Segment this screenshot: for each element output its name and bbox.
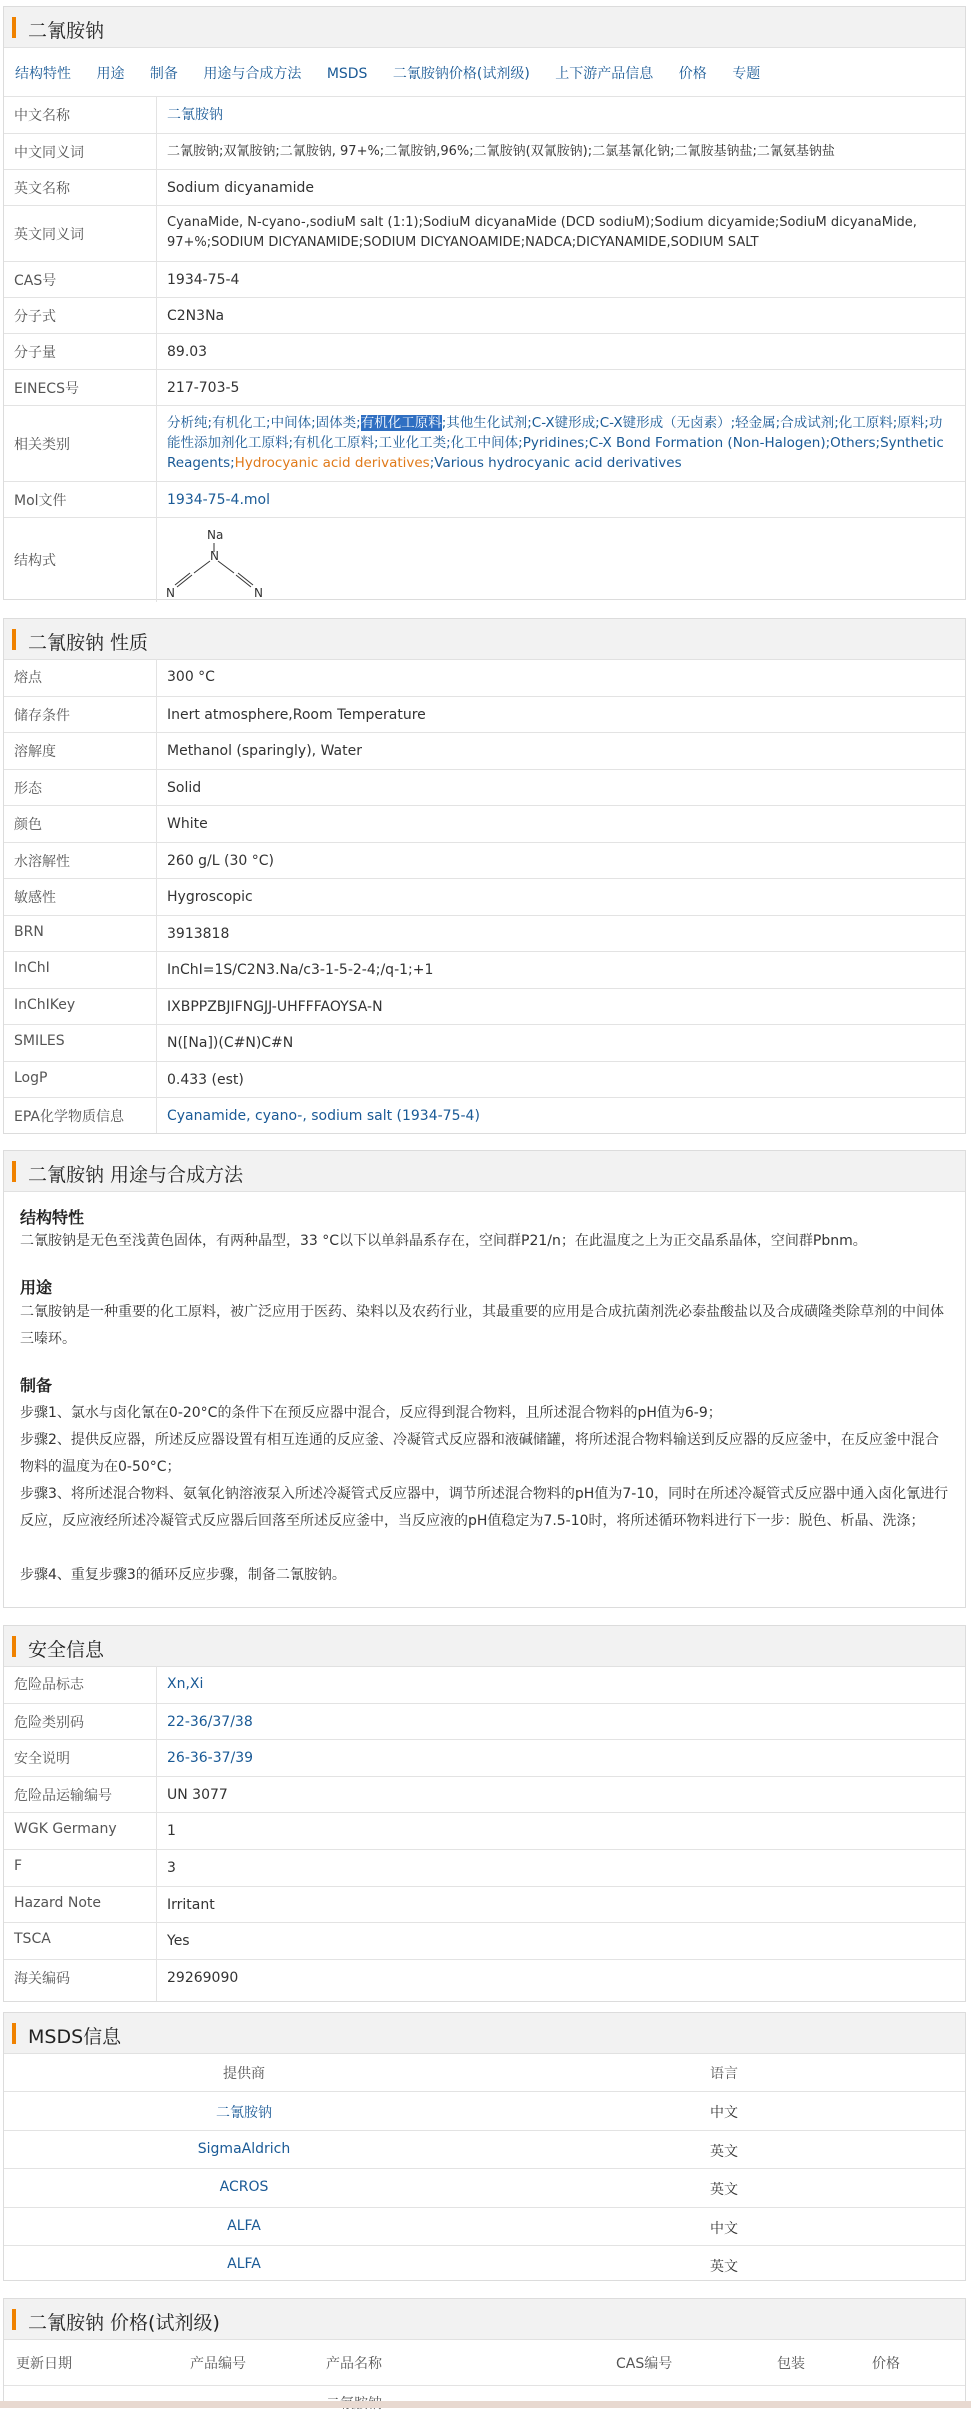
section-header	[4, 619, 965, 660]
category-links[interactable]	[167, 413, 953, 473]
uses-text: 二氰胺钠是一种重要的化工原料，被广泛应用于医药、染料以及农药行业，其最重要的应用是合成抗菌剂洗必泰盐酸盐以及合成磺隆类除草剂的中间体三嗪环。	[20, 1304, 944, 1347]
msds-row	[4, 2091, 965, 2129]
property-row	[4, 988, 965, 1025]
property-row	[4, 696, 965, 733]
properties-table	[4, 659, 965, 1133]
section-header	[4, 2013, 965, 2054]
section-header	[4, 7, 965, 48]
row-label: EINECS号	[14, 381, 79, 397]
safety-code-link[interactable]: 22-36/37/38	[167, 1713, 253, 1730]
row-label: 水溶解性	[14, 853, 70, 870]
prep-step-1: 步骤1、氯水与卤化氰在0-20°C的条件下在预反应器中混合，反应得到混合物料，且所述混合物料的pH值为6-9；	[20, 1405, 722, 1421]
prep-step-4: 步骤4、重复步骤3的循环反应步骤，制备二氰胺钠。	[20, 1567, 346, 1583]
row-structure	[4, 517, 965, 602]
row-label: 危险品运输编号	[14, 1787, 112, 1804]
nav-upstream-downstream[interactable]: 上下游产品信息	[555, 66, 654, 82]
row-value: 260 g/L (30 °C)	[167, 852, 274, 869]
row-label: 中文同义词	[14, 145, 84, 161]
prep-step-2: 步骤2、提供反应器，所述反应器设置有相互连通的反应釜、冷凝管式反应器和液碱储罐，将所述混合物料输送到反应器的反应釜中，在反应釜中混合物料的温度为在0-50°C；	[20, 1432, 939, 1475]
safety-row	[4, 1849, 965, 1886]
safety-section	[3, 1625, 966, 2002]
row-label: Mol文件	[14, 493, 67, 509]
msds-provider-link[interactable]: ALFA	[227, 2217, 261, 2234]
nav-topics[interactable]: 专题	[732, 66, 761, 82]
safety-row	[4, 1922, 965, 1959]
msds-provider-link[interactable]: 二氰胺钠	[216, 2105, 272, 2121]
msds-language: 中文	[710, 2220, 738, 2237]
accent-bar	[12, 2023, 16, 2044]
header-update-date: 更新日期	[16, 2356, 72, 2372]
property-row	[4, 915, 965, 952]
row-en-synonyms	[4, 205, 965, 261]
structure-image	[164, 523, 264, 598]
row-value: 217-703-5	[167, 380, 240, 396]
row-value: Sodium dicyanamide	[167, 180, 315, 196]
mol-file-link[interactable]: 1934-75-4.mol	[167, 492, 270, 508]
row-value: Methanol (sparingly), Water	[167, 743, 362, 759]
row-label: 相关类别	[14, 437, 70, 453]
msds-language: 中文	[710, 2105, 738, 2121]
row-value: 3	[167, 1860, 176, 1876]
msds-row	[4, 2168, 965, 2206]
row-label: 熔点	[14, 670, 42, 686]
atom-label: N	[166, 586, 175, 598]
row-formula	[4, 297, 965, 333]
property-row	[4, 732, 965, 769]
accent-bar	[12, 2309, 16, 2330]
section-header	[4, 1626, 965, 1667]
row-value: 29269090	[167, 1969, 239, 1986]
row-label: 结构式	[14, 553, 56, 569]
header-cas: CAS编号	[616, 2356, 673, 2372]
category-part[interactable]: ;Various hydrocyanic acid derivatives	[429, 455, 682, 471]
row-einecs	[4, 369, 965, 405]
row-label: CAS号	[14, 273, 57, 289]
safety-table	[4, 1666, 965, 2001]
atom-label: N	[210, 549, 219, 563]
row-label: 安全说明	[14, 1751, 70, 1768]
atom-label: N	[254, 586, 263, 598]
row-label: InChI	[14, 960, 50, 976]
safety-row	[4, 1703, 965, 1740]
row-label: 海关编码	[14, 1970, 70, 1987]
nav-structure[interactable]: 结构特性	[15, 66, 71, 82]
row-label: 中文名称	[14, 108, 70, 124]
prep-step-3: 步骤3、将所述混合物料、氨氧化钠溶液泵入所述冷凝管式反应器中，调节所述混合物料的pH值为7-10，同时在所述冷凝管式反应器中通入卤化氰进行反应，反应液经所述冷凝管式反应器后回落至所述反应釜中，当反应液的pH值稳定为7.5-10时，将所述循环物料进行下一步：脱色、析晶、洗涤；	[20, 1486, 949, 1529]
atom-label: Na	[207, 528, 224, 542]
nav-preparation[interactable]: 制备	[149, 66, 178, 82]
structure-text: 二氰胺钠是无色至浅黄色固体，有两种晶型，33 °C以下以单斜晶系存在，空间群P21/n；在此温度之上为正交晶系晶体，空间群Pbnm。	[20, 1233, 867, 1249]
row-value: N([Na])(C#N)C#N	[167, 1035, 294, 1051]
accent-bar	[12, 17, 16, 38]
row-label: 危险类别码	[14, 1714, 84, 1731]
row-value: Inert atmosphere,Room Temperature	[167, 706, 426, 723]
nav-price-reagent[interactable]: 二氰胺钠价格(试剂级)	[392, 66, 530, 82]
safety-row	[4, 1959, 965, 1996]
safety-code-link[interactable]: Xn,Xi	[167, 1676, 204, 1692]
row-value: Yes	[167, 1933, 190, 1950]
safety-row	[4, 1886, 965, 1923]
nav-msds[interactable]: MSDS	[326, 66, 368, 82]
row-label: Hazard Note	[14, 1894, 102, 1911]
row-label: TSCA	[14, 1931, 51, 1948]
property-row	[4, 1024, 965, 1061]
header-provider: 提供商	[223, 2066, 265, 2082]
row-value: IXBPPZBJIFNGJJ-UHFFFAOYSA-N	[167, 998, 383, 1015]
section-title: 安全信息	[28, 1639, 105, 1661]
row-en-name	[4, 169, 965, 205]
epa-link[interactable]: Cyanamide, cyano-, sodium salt (1934-75-4)	[167, 1108, 480, 1124]
property-row	[4, 878, 965, 915]
row-label: 溶解度	[14, 744, 56, 760]
row-label: 储存条件	[14, 707, 70, 724]
row-value: 1	[167, 1823, 176, 1840]
safety-row	[4, 1776, 965, 1813]
nav-uses-synthesis[interactable]: 用途与合成方法	[203, 66, 302, 82]
basic-info-section	[3, 6, 966, 600]
row-label: 危险品标志	[14, 1677, 84, 1693]
section-title: 二氰胺钠 价格(试剂级)	[28, 2312, 220, 2334]
row-category	[4, 405, 965, 481]
accent-bar	[12, 1161, 16, 1182]
anchor-nav	[15, 63, 781, 83]
msds-language: 英文	[710, 2182, 738, 2198]
row-cas	[4, 261, 965, 297]
category-part[interactable]: ;其他生化试剂;C-X键形成;C-X键形成（无卤素）;轻金属;合成试剂;化工原料;原料;功能性添加剂化工原料;有机化工原料;工业化工类;化工中间体;Pyridines;C-X Bond Formation (Non-Halogen);Others;Synthetic Reagents;	[167, 415, 944, 471]
row-cn-synonyms	[4, 133, 965, 169]
header-language: 语言	[710, 2066, 738, 2082]
msds-language: 英文	[710, 2259, 738, 2275]
row-label: F	[14, 1858, 23, 1874]
nav-price[interactable]: 价格	[678, 66, 707, 82]
row-value: UN 3077	[167, 1786, 228, 1803]
properties-section	[3, 618, 966, 1134]
bottom-edge	[0, 2401, 971, 2408]
row-value: 二氰胺钠;双氰胺钠;二氰胺钠, 97+%;二氰胺钠,96%;二氰胺钠(双氰胺钠);二氯基氰化钠;二氰胺基钠盐;二氰氨基钠盐	[167, 144, 835, 159]
row-mol	[4, 481, 965, 517]
category-orange-link[interactable]: Hydrocyanic acid derivatives	[234, 455, 430, 471]
safety-row	[4, 1739, 965, 1776]
property-row	[4, 951, 965, 988]
header-product-no: 产品编号	[190, 2356, 246, 2372]
row-value: 300 °C	[167, 669, 215, 685]
property-row	[4, 659, 965, 696]
row-label: 颜色	[14, 817, 42, 833]
row-value: 1934-75-4	[167, 272, 240, 288]
msds-provider-link[interactable]: ACROS	[219, 2179, 269, 2195]
row-value: C2N3Na	[167, 308, 225, 324]
header-package: 包装	[777, 2356, 805, 2372]
msds-row	[4, 2207, 965, 2245]
category-highlighted[interactable]: 有机化工原料	[360, 415, 442, 431]
uses-section	[3, 1150, 966, 1608]
uses-heading: 用途	[20, 1278, 53, 1297]
row-value: InChI=1S/C2N3.Na/c3-1-5-2-4;/q-1;+1	[167, 962, 434, 978]
price-section	[3, 2298, 966, 2408]
msds-provider-link[interactable]: SigmaAldrich	[197, 2140, 291, 2157]
section-title: 二氰胺钠	[28, 20, 105, 42]
row-mw	[4, 333, 965, 369]
row-label: InChIKey	[14, 996, 76, 1013]
row-value: 0.433 (est)	[167, 1071, 244, 1088]
row-label: BRN	[14, 923, 44, 940]
msds-row	[4, 2130, 965, 2168]
row-value: 89.03	[167, 344, 208, 360]
property-row	[4, 1061, 965, 1098]
row-label: EPA化学物质信息	[14, 1109, 124, 1125]
row-label: 英文同义词	[14, 227, 84, 243]
row-value: Hygroscopic	[167, 889, 253, 905]
row-cn-name	[4, 97, 965, 133]
preparation-heading: 制备	[20, 1376, 53, 1395]
msds-provider-link[interactable]: ALFA	[227, 2256, 261, 2272]
safety-code-link[interactable]: 26-36-37/39	[167, 1750, 254, 1767]
row-label: 分子式	[14, 309, 56, 325]
basic-table	[4, 96, 965, 602]
row-label: 形态	[14, 780, 42, 797]
row-value: CyanaMide, N-cyano-,sodiuM salt (1:1);SodiuM dicyanaMide (DCD sodiuM);Sodium dicyamide;SodiuM dicyanaMide, 97+%;SODIUM DICYANAMIDE;SODIUM DICYANOAMIDE;NADCA;DICYANAMIDE,SODIUM SALT	[167, 215, 917, 250]
accent-bar	[12, 629, 16, 650]
header-price: 价格	[872, 2356, 900, 2372]
row-value: 3913818	[167, 925, 230, 942]
section-title: 二氰胺钠 性质	[28, 632, 149, 654]
structure-heading: 结构特性	[20, 1208, 85, 1227]
property-row	[4, 842, 965, 879]
property-row	[4, 805, 965, 842]
msds-row	[4, 2245, 965, 2283]
nav-uses[interactable]: 用途	[96, 66, 125, 82]
msds-section	[3, 2012, 966, 2281]
row-label: 分子量	[14, 345, 56, 361]
section-title: MSDS信息	[28, 2026, 122, 2048]
row-value: White	[167, 816, 208, 832]
row-label: 英文名称	[14, 181, 70, 197]
row-label: WGK Germany	[14, 1821, 117, 1838]
section-header	[4, 2299, 965, 2340]
category-part[interactable]: 分析纯;有机化工;中间体;固体类;	[167, 415, 361, 431]
row-value: Solid	[167, 779, 202, 796]
msds-language: 英文	[710, 2143, 738, 2160]
price-header-row	[4, 2339, 965, 2386]
accent-bar	[12, 1636, 16, 1657]
section-header	[4, 1151, 965, 1192]
cn-name-link[interactable]: 二氰胺钠	[167, 107, 223, 123]
row-label: SMILES	[14, 1033, 65, 1049]
section-title: 二氰胺钠 用途与合成方法	[28, 1164, 244, 1186]
property-row	[4, 1097, 965, 1134]
row-label: LogP	[14, 1069, 48, 1086]
header-product-name: 产品名称	[326, 2356, 382, 2372]
row-value: Irritant	[167, 1896, 215, 1913]
safety-row	[4, 1666, 965, 1703]
msds-header-row	[4, 2053, 965, 2091]
row-label: 敏感性	[14, 890, 56, 906]
safety-row	[4, 1812, 965, 1849]
property-row	[4, 769, 965, 806]
